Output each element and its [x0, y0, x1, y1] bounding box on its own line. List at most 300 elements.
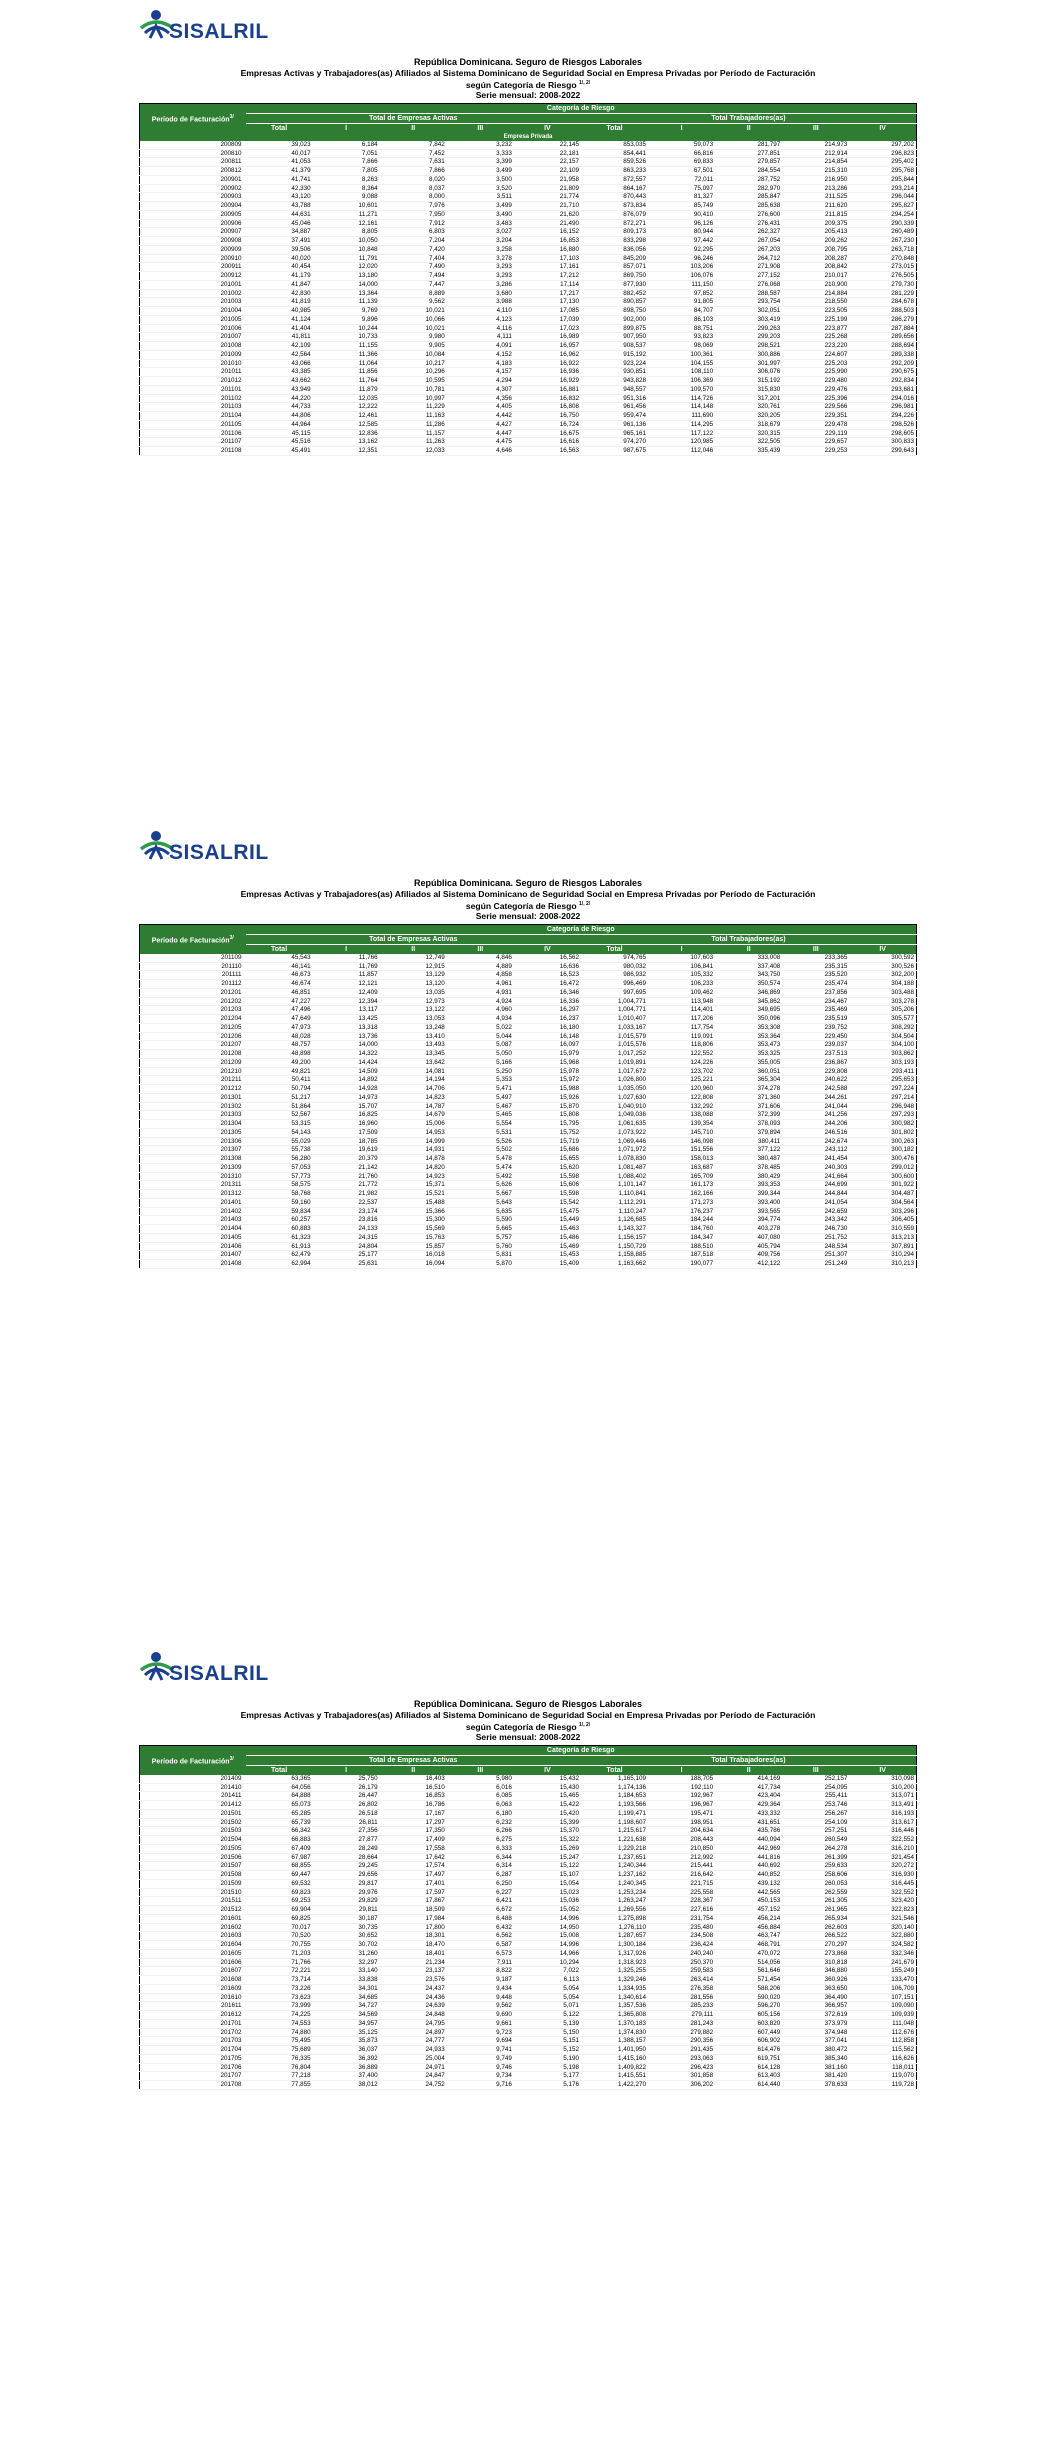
- value-cell: 242,674: [782, 1137, 849, 1146]
- value-cell: 294,254: [849, 210, 916, 219]
- value-cell: 196,967: [648, 1801, 715, 1810]
- value-cell: 192,967: [648, 1792, 715, 1801]
- value-cell: 49,200: [246, 1058, 313, 1067]
- value-cell: 14,923: [380, 1172, 447, 1181]
- table-row: [140, 228, 917, 237]
- header-ii: II: [715, 1765, 782, 1775]
- value-cell: 6,421: [447, 1897, 514, 1906]
- value-cell: 4,646: [447, 447, 514, 456]
- value-cell: 67,987: [246, 1853, 313, 1862]
- value-cell: 360,051: [715, 1067, 782, 1076]
- value-cell: 290,675: [849, 368, 916, 377]
- value-cell: 12,749: [380, 954, 447, 962]
- value-cell: 17,085: [514, 307, 581, 316]
- logo-text: SISALRIL: [169, 20, 269, 43]
- value-cell: 1,198,607: [581, 1818, 648, 1827]
- header-iv: IV: [849, 944, 916, 954]
- value-cell: 15,707: [313, 1102, 380, 1111]
- value-cell: 235,474: [782, 980, 849, 989]
- value-cell: 442,565: [715, 1888, 782, 1897]
- period-cell: 201011: [140, 368, 246, 377]
- value-cell: 58,575: [246, 1181, 313, 1190]
- value-cell: 17,161: [514, 263, 581, 272]
- value-cell: 15,808: [514, 1111, 581, 1120]
- value-cell: 11,879: [313, 385, 380, 394]
- value-cell: 24,897: [380, 2028, 447, 2037]
- value-cell: 10,217: [380, 359, 447, 368]
- period-cell: 201006: [140, 324, 246, 333]
- value-cell: 65,739: [246, 1818, 313, 1827]
- value-cell: 10,021: [380, 307, 447, 316]
- value-cell: 17,217: [514, 289, 581, 298]
- value-cell: 59,160: [246, 1198, 313, 1207]
- value-cell: 210,850: [648, 1844, 715, 1853]
- value-cell: 43,120: [246, 193, 313, 202]
- value-cell: 34,301: [313, 1984, 380, 1993]
- value-cell: 76,804: [246, 2063, 313, 2072]
- value-cell: 4,294: [447, 377, 514, 386]
- value-cell: 1,240,345: [581, 1879, 648, 1888]
- value-cell: 303,862: [849, 1050, 916, 1059]
- value-cell: 322,552: [849, 1836, 916, 1845]
- value-cell: 17,509: [313, 1128, 380, 1137]
- value-cell: 16,786: [380, 1801, 447, 1810]
- value-cell: 71,766: [246, 1958, 313, 1967]
- period-cell: 201509: [140, 1879, 246, 1888]
- value-cell: 286,279: [849, 315, 916, 324]
- value-cell: 244,261: [782, 1093, 849, 1102]
- value-cell: 15,486: [514, 1233, 581, 1242]
- value-cell: 304,504: [849, 1032, 916, 1041]
- period-cell: 201605: [140, 1949, 246, 1958]
- value-cell: 74,553: [246, 2019, 313, 2028]
- value-cell: 229,808: [782, 1067, 849, 1076]
- period-cell: 201706: [140, 2063, 246, 2072]
- value-cell: 378,093: [715, 1120, 782, 1129]
- value-cell: 299,263: [715, 324, 782, 333]
- value-cell: 296,423: [648, 2063, 715, 2072]
- value-cell: 6,573: [447, 1949, 514, 1958]
- header-iii: III: [447, 944, 514, 954]
- value-cell: 12,351: [313, 447, 380, 456]
- value-cell: 132,292: [648, 1102, 715, 1111]
- value-cell: 14,322: [313, 1050, 380, 1059]
- value-cell: 6,275: [447, 1836, 514, 1845]
- value-cell: 198,951: [648, 1818, 715, 1827]
- value-cell: 12,033: [380, 447, 447, 456]
- period-cell: 201302: [140, 1102, 246, 1111]
- value-cell: 188,705: [648, 1775, 715, 1783]
- value-cell: 239,752: [782, 1023, 849, 1032]
- value-cell: 24,847: [380, 2072, 447, 2081]
- value-cell: 959,474: [581, 412, 648, 421]
- value-cell: 17,984: [380, 1914, 447, 1923]
- value-cell: 7,950: [380, 210, 447, 219]
- value-cell: 1,174,136: [581, 1783, 648, 1792]
- value-cell: 304,487: [849, 1190, 916, 1199]
- period-cell: 201312: [140, 1190, 246, 1199]
- period-cell: 201012: [140, 377, 246, 386]
- value-cell: 337,408: [715, 962, 782, 971]
- value-cell: 13,122: [380, 1006, 447, 1015]
- value-cell: 335,439: [715, 447, 782, 456]
- value-cell: 882,452: [581, 289, 648, 298]
- value-cell: 109,462: [648, 988, 715, 997]
- value-cell: 26,179: [313, 1783, 380, 1792]
- value-cell: 10,066: [380, 315, 447, 324]
- value-cell: 6,184: [313, 141, 380, 149]
- value-cell: 295,844: [849, 175, 916, 184]
- period-cell: 201705: [140, 2054, 246, 2063]
- value-cell: 293,214: [849, 184, 916, 193]
- period-cell: 201506: [140, 1853, 246, 1862]
- value-cell: 15,598: [514, 1190, 581, 1199]
- value-cell: 300,526: [849, 962, 916, 971]
- value-cell: 251,752: [782, 1233, 849, 1242]
- period-cell: 201407: [140, 1251, 246, 1260]
- value-cell: 378,633: [782, 2081, 849, 2090]
- value-cell: 4,858: [447, 971, 514, 980]
- value-cell: 237,856: [782, 988, 849, 997]
- value-cell: 116,626: [849, 2054, 916, 2063]
- value-cell: 38,012: [313, 2081, 380, 2090]
- value-cell: 353,325: [715, 1050, 782, 1059]
- value-cell: 296,823: [849, 149, 916, 158]
- value-cell: 300,476: [849, 1155, 916, 1164]
- value-cell: 6,562: [447, 1932, 514, 1941]
- value-cell: 6,432: [447, 1923, 514, 1932]
- value-cell: 279,111: [648, 2011, 715, 2020]
- value-cell: 1,126,685: [581, 1216, 648, 1225]
- value-cell: 289,338: [849, 350, 916, 359]
- table-row: [140, 1923, 917, 1932]
- value-cell: 6,180: [447, 1809, 514, 1818]
- value-cell: 109,939: [849, 2011, 916, 2020]
- period-cell: 201004: [140, 307, 246, 316]
- value-cell: 16,808: [514, 403, 581, 412]
- header-empresas: Total de Empresas Activas: [246, 1755, 581, 1765]
- value-cell: 12,222: [313, 403, 380, 412]
- value-cell: 233,365: [782, 954, 849, 962]
- value-cell: 8,263: [313, 175, 380, 184]
- value-cell: 15,432: [514, 1775, 581, 1783]
- value-cell: 355,005: [715, 1058, 782, 1067]
- value-cell: 224,607: [782, 350, 849, 359]
- value-cell: 303,193: [849, 1058, 916, 1067]
- value-cell: 42,109: [246, 342, 313, 351]
- value-cell: 133,470: [849, 1976, 916, 1985]
- value-cell: 5,190: [514, 2054, 581, 2063]
- value-cell: 22,181: [514, 149, 581, 158]
- value-cell: 380,429: [715, 1172, 782, 1181]
- value-cell: 261,305: [782, 1897, 849, 1906]
- value-cell: 262,559: [782, 1888, 849, 1897]
- value-cell: 313,491: [849, 1801, 916, 1810]
- value-cell: 365,304: [715, 1076, 782, 1085]
- period-cell: 201101: [140, 385, 246, 394]
- value-cell: 15,269: [514, 1844, 581, 1853]
- value-cell: 961,136: [581, 420, 648, 429]
- value-cell: 6,344: [447, 1853, 514, 1862]
- period-cell: 201401: [140, 1198, 246, 1207]
- table-row: [140, 1853, 917, 1862]
- value-cell: 1,199,471: [581, 1809, 648, 1818]
- value-cell: 74,225: [246, 2011, 313, 2020]
- value-cell: 1,221,638: [581, 1836, 648, 1845]
- value-cell: 297,224: [849, 1085, 916, 1094]
- value-cell: 73,226: [246, 1984, 313, 1993]
- value-cell: 1,415,160: [581, 2054, 648, 2063]
- value-cell: 429,364: [715, 1801, 782, 1810]
- value-cell: 161,173: [648, 1181, 715, 1190]
- value-cell: 588,206: [715, 1984, 782, 1993]
- value-cell: 23,137: [380, 1967, 447, 1976]
- period-cell: 201110: [140, 962, 246, 971]
- period-cell: 201403: [140, 1216, 246, 1225]
- value-cell: 468,791: [715, 1941, 782, 1950]
- report-title: República Dominicana. Seguro de Riesgos Laborales: [413, 1699, 643, 1709]
- value-cell: 561,646: [715, 1967, 782, 1976]
- value-cell: 229,566: [782, 403, 849, 412]
- value-cell: 15,521: [380, 1190, 447, 1199]
- value-cell: 24,848: [380, 2011, 447, 2020]
- value-cell: 15,488: [380, 1198, 447, 1207]
- value-cell: 11,155: [313, 342, 380, 351]
- value-cell: 221,715: [648, 1879, 715, 1888]
- value-cell: 3,483: [447, 219, 514, 228]
- value-cell: 16,750: [514, 412, 581, 421]
- value-cell: 15,107: [514, 1871, 581, 1880]
- value-cell: 987,675: [581, 447, 648, 456]
- value-cell: 836,056: [581, 245, 648, 254]
- value-cell: 5,054: [514, 1984, 581, 1993]
- value-cell: 4,405: [447, 403, 514, 412]
- value-cell: 1,374,830: [581, 2028, 648, 2037]
- table-row: [140, 1879, 917, 1888]
- report-subtitle: Empresas Activas y Trabajadores(as) Afiliados al Sistema Dominicano de Seguridad Social en Empresa Privadas por Período de Facturación: [240, 68, 816, 78]
- value-cell: 409,756: [715, 1251, 782, 1260]
- value-cell: 41,819: [246, 298, 313, 307]
- value-cell: 320,272: [849, 1862, 916, 1871]
- value-cell: 320,140: [849, 1923, 916, 1932]
- value-cell: 54,143: [246, 1128, 313, 1137]
- table-row: [140, 420, 917, 429]
- period-cell: 201511: [140, 1897, 246, 1906]
- value-cell: 15,475: [514, 1207, 581, 1216]
- value-cell: 41,811: [246, 333, 313, 342]
- section-label: Empresa Privada: [140, 133, 917, 141]
- value-cell: 1,033,167: [581, 1023, 648, 1032]
- value-cell: 108,110: [648, 368, 715, 377]
- value-cell: 1,015,576: [581, 1041, 648, 1050]
- value-cell: 287,884: [849, 324, 916, 333]
- value-cell: 17,574: [380, 1862, 447, 1871]
- value-cell: 353,308: [715, 1023, 782, 1032]
- value-cell: 16,962: [514, 350, 581, 359]
- value-cell: 26,802: [313, 1801, 380, 1810]
- value-cell: 380,411: [715, 1137, 782, 1146]
- value-cell: 317,201: [715, 394, 782, 403]
- value-cell: 294,226: [849, 412, 916, 421]
- table-row: [140, 2011, 917, 2020]
- table-row: [140, 1993, 917, 2002]
- value-cell: 24,971: [380, 2063, 447, 2072]
- value-cell: 29,817: [313, 1879, 380, 1888]
- value-cell: 399,344: [715, 1190, 782, 1199]
- table-row: [140, 1949, 917, 1958]
- value-cell: 229,480: [782, 377, 849, 386]
- value-cell: 3,499: [447, 167, 514, 176]
- period-cell: 201003: [140, 298, 246, 307]
- value-cell: 11,764: [313, 377, 380, 386]
- period-cell: 201204: [140, 1015, 246, 1024]
- logo-text: SISALRIL: [169, 841, 269, 864]
- value-cell: 12,461: [313, 412, 380, 421]
- table-row: [140, 350, 917, 359]
- table-row: [140, 272, 917, 281]
- value-cell: 15,036: [514, 1897, 581, 1906]
- value-cell: 46,851: [246, 988, 313, 997]
- value-cell: 1,340,614: [581, 1993, 648, 2002]
- value-cell: 14,892: [313, 1076, 380, 1085]
- value-cell: 385,340: [782, 2054, 849, 2063]
- value-cell: 240,622: [782, 1076, 849, 1085]
- value-cell: 613,403: [715, 2072, 782, 2081]
- value-cell: 324,582: [849, 1941, 916, 1950]
- period-cell: 201602: [140, 1923, 246, 1932]
- value-cell: 21,142: [313, 1163, 380, 1172]
- value-cell: 16,616: [514, 438, 581, 447]
- value-cell: 122,808: [648, 1093, 715, 1102]
- table-row: [140, 1172, 917, 1181]
- value-cell: 5,492: [447, 1172, 514, 1181]
- value-cell: 13,425: [313, 1015, 380, 1024]
- value-cell: 300,600: [849, 1172, 916, 1181]
- period-cell: 201708: [140, 2081, 246, 2090]
- period-cell: 200906: [140, 219, 246, 228]
- value-cell: 5,044: [447, 1032, 514, 1041]
- header-periodo: Período de Facturación$^{3/}$: [140, 1745, 246, 1775]
- value-cell: 24,933: [380, 2046, 447, 2055]
- value-cell: 14,820: [380, 1163, 447, 1172]
- value-cell: 24,752: [380, 2081, 447, 2090]
- period-cell: 201512: [140, 1906, 246, 1915]
- value-cell: 281,243: [648, 2019, 715, 2028]
- table-row: [140, 1163, 917, 1172]
- value-cell: 92,295: [648, 245, 715, 254]
- value-cell: 1,237,651: [581, 1853, 648, 1862]
- value-cell: 3,027: [447, 228, 514, 237]
- value-cell: 13,410: [380, 1032, 447, 1041]
- value-cell: 9,187: [447, 1976, 514, 1985]
- value-cell: 284,678: [849, 298, 916, 307]
- value-cell: 393,353: [715, 1181, 782, 1190]
- value-cell: 16,929: [514, 377, 581, 386]
- value-cell: 15,409: [514, 1260, 581, 1269]
- value-cell: 73,623: [246, 1993, 313, 2002]
- value-cell: 6,266: [447, 1827, 514, 1836]
- value-cell: 845,209: [581, 254, 648, 263]
- value-cell: 267,054: [715, 237, 782, 246]
- report-subtitle-2: según Categoría de Riesgo $^{1/, 2/}$: [465, 1721, 591, 1732]
- value-cell: 120,985: [648, 438, 715, 447]
- value-cell: 1,240,344: [581, 1862, 648, 1871]
- value-cell: 15,366: [380, 1207, 447, 1216]
- value-cell: 293,411: [849, 1067, 916, 1076]
- value-cell: 1,325,255: [581, 1967, 648, 1976]
- value-cell: 25,750: [313, 1775, 380, 1783]
- value-cell: 12,121: [313, 980, 380, 989]
- value-cell: 11,064: [313, 359, 380, 368]
- value-cell: 7,447: [380, 280, 447, 289]
- value-cell: 235,315: [782, 962, 849, 971]
- value-cell: 450,153: [715, 1897, 782, 1906]
- value-cell: 42,330: [246, 184, 313, 193]
- value-cell: 17,039: [514, 315, 581, 324]
- value-cell: 7,866: [380, 167, 447, 176]
- value-cell: 34,957: [313, 2019, 380, 2028]
- value-cell: 302,051: [715, 307, 782, 316]
- value-cell: 67,409: [246, 1844, 313, 1853]
- value-cell: 7,805: [313, 167, 380, 176]
- value-cell: 43,385: [246, 368, 313, 377]
- value-cell: 66,816: [648, 149, 715, 158]
- value-cell: 15,453: [514, 1251, 581, 1260]
- value-cell: 265,934: [782, 1914, 849, 1923]
- value-cell: 11,366: [313, 350, 380, 359]
- series-label: Serie mensual: 2008-2022: [475, 910, 581, 921]
- value-cell: 350,096: [715, 1015, 782, 1024]
- value-cell: 210,900: [782, 280, 849, 289]
- value-cell: 1,081,487: [581, 1163, 648, 1172]
- value-cell: 15,606: [514, 1181, 581, 1190]
- value-cell: 13,180: [313, 272, 380, 281]
- value-cell: 1,156,157: [581, 1233, 648, 1242]
- value-cell: 7,912: [380, 219, 447, 228]
- value-cell: 290,339: [849, 219, 916, 228]
- period-cell: 200911: [140, 263, 246, 272]
- period-cell: 201109: [140, 954, 246, 962]
- value-cell: 75,689: [246, 2046, 313, 2055]
- value-cell: 5,626: [447, 1181, 514, 1190]
- table-row: [140, 1897, 917, 1906]
- period-cell: 201206: [140, 1032, 246, 1041]
- value-cell: 90,410: [648, 210, 715, 219]
- period-cell: 200904: [140, 202, 246, 211]
- value-cell: 16,960: [313, 1120, 380, 1129]
- value-cell: 24,777: [380, 2037, 447, 2046]
- value-cell: 69,825: [246, 1914, 313, 1923]
- period-cell: 201208: [140, 1050, 246, 1059]
- value-cell: 97,442: [648, 237, 715, 246]
- value-cell: 374,948: [782, 2028, 849, 2037]
- table-row: [140, 1181, 917, 1190]
- value-cell: 260,549: [782, 1836, 849, 1845]
- period-cell: 201309: [140, 1163, 246, 1172]
- value-cell: 57,053: [246, 1163, 313, 1172]
- value-cell: 47,973: [246, 1023, 313, 1032]
- table-row: [140, 1225, 917, 1234]
- value-cell: 5,554: [447, 1120, 514, 1129]
- value-cell: 15,620: [514, 1163, 581, 1172]
- value-cell: 6,250: [447, 1879, 514, 1888]
- value-cell: 11,271: [313, 210, 380, 219]
- value-cell: 223,505: [782, 307, 849, 316]
- value-cell: 103,206: [648, 263, 715, 272]
- value-cell: 14,999: [380, 1137, 447, 1146]
- period-cell: 201707: [140, 2072, 246, 2081]
- value-cell: 8,037: [380, 184, 447, 193]
